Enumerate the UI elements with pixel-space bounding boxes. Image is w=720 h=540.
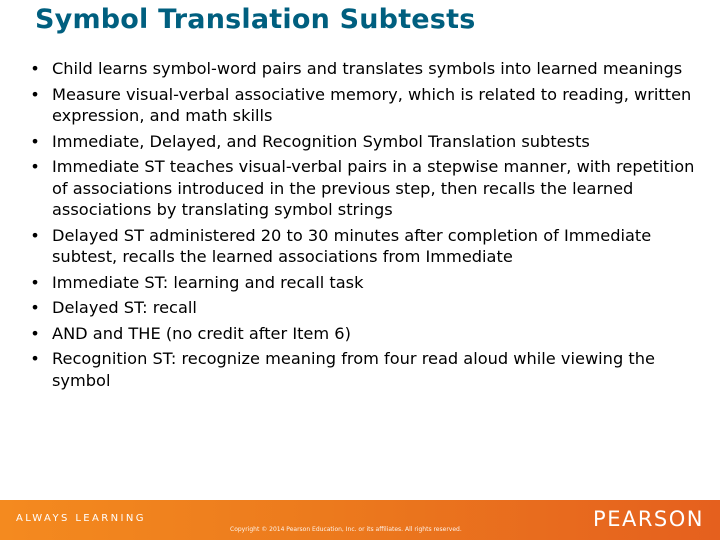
- bullet-icon: •: [30, 298, 40, 317]
- footer-tagline: ALWAYS LEARNING: [16, 513, 146, 524]
- bullet-text: Delayed ST: recall: [52, 298, 197, 317]
- bullet-list: [28, 58, 700, 395]
- bullet-text: Immediate ST teaches visual-verbal pairs in a stepwise manner, with repetition of associations introduced in the previous step, then recalls the learned associations by translating symbol strings: [52, 157, 695, 219]
- bullet-text: Child learns symbol-word pairs and translates symbols into learned meanings: [52, 59, 683, 78]
- bullet-item: [28, 225, 700, 268]
- bullet-icon: •: [30, 131, 40, 151]
- bullet-item: [28, 131, 700, 153]
- bullet-icon: •: [30, 84, 40, 104]
- bullet-icon: •: [30, 349, 40, 368]
- bullet-text: Recognition ST: recognize meaning from four read aloud while viewing the symbol: [52, 349, 655, 390]
- bullet-icon: •: [30, 225, 40, 245]
- slide-title: Symbol Translation Subtests: [35, 4, 476, 35]
- bullet-item: [28, 348, 700, 391]
- pearson-logo: PEARSON: [593, 507, 704, 531]
- bullet-icon: •: [30, 59, 40, 78]
- bullet-icon: •: [30, 323, 40, 343]
- bullet-item: [28, 156, 700, 221]
- bullet-item: [28, 323, 700, 345]
- copyright-notice: Copyright © 2014 Pearson Education, Inc. or its affiliates. All rights reserved.: [230, 526, 462, 533]
- bullet-icon: •: [30, 272, 40, 292]
- bullet-text: Immediate, Delayed, and Recognition Symbol Translation subtests: [52, 131, 590, 151]
- bullet-text: AND and THE (no credit after Item 6): [52, 323, 351, 343]
- bullet-text: Delayed ST administered 20 to 30 minutes after completion of Immediate subtest, recalls the learned associations from Immediate: [52, 225, 652, 266]
- bullet-item: [28, 297, 700, 319]
- bullet-item: [28, 272, 700, 294]
- footer-bar: [0, 500, 720, 540]
- bullet-text: Immediate ST: learning and recall task: [52, 272, 364, 292]
- bullet-icon: •: [30, 157, 40, 176]
- bullet-item: [28, 84, 700, 127]
- bullet-item: [28, 58, 700, 80]
- bullet-text: Measure visual-verbal associative memory, which is related to reading, written expression, and math skills: [52, 84, 692, 125]
